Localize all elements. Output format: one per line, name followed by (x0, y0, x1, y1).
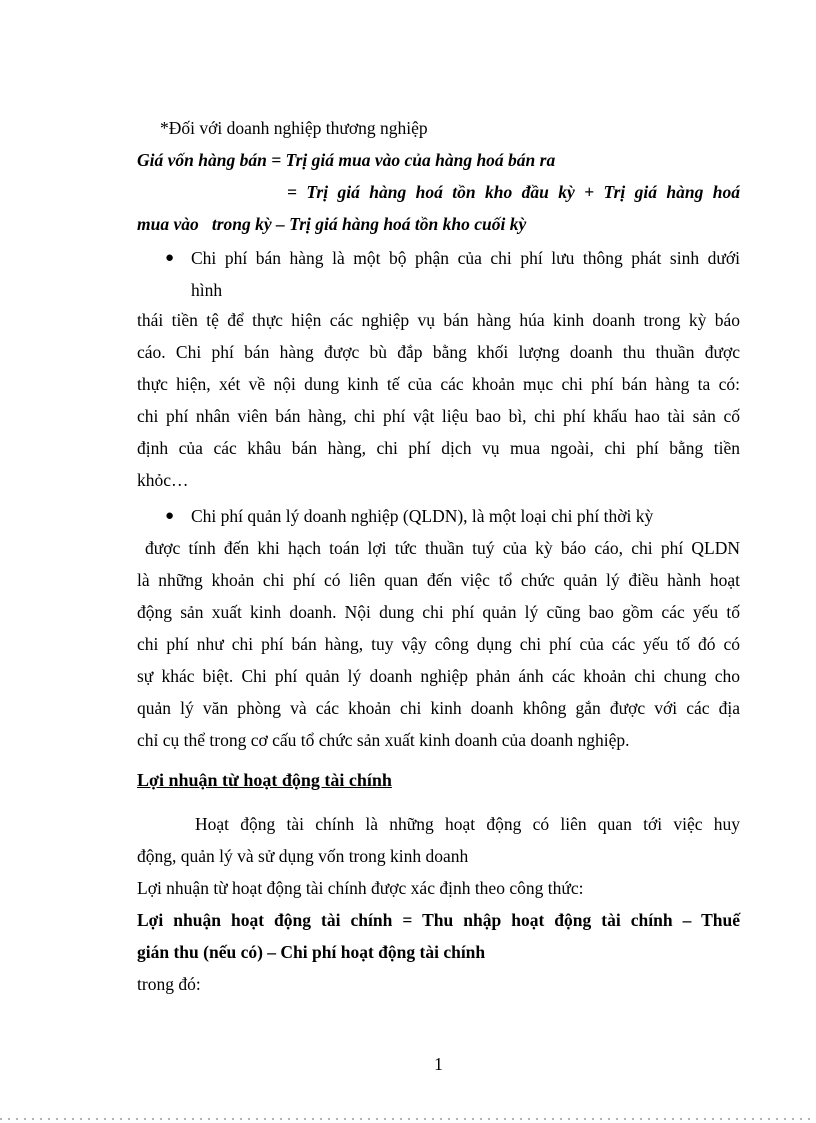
admin-cost-paragraph (137, 532, 740, 756)
admin-cost-paragraph-line-2: là những khoản chi phí có liên quan đến việc tổ chức quản lý điều hành hoạt (137, 570, 740, 590)
cogs-formula-line-2: = Trị giá hàng hoá tồn kho đầu kỳ + Trị giá hàng hoá (287, 182, 740, 202)
financial-profit-heading: Lợi nhuận từ hoạt động tài chính (137, 770, 392, 790)
admin-cost-paragraph-line-5: sự khác biệt. Chi phí quản lý doanh nghiệp phản ánh các khoản chi chung cho (137, 666, 740, 686)
cogs-formula (137, 144, 740, 240)
admin-cost-paragraph-line-7: chỉ cụ thể trong cơ cấu tổ chức sản xuất kinh doanh của doanh nghiệp. (137, 730, 630, 750)
selling-cost-paragraph-line-2: cáo. Chi phí bán hàng được bù đắp bằng khối lượng doanh thu thuần được (137, 342, 740, 362)
selling-cost-paragraph (137, 304, 740, 496)
financial-intro-line-2: động, quản lý và sử dụng vốn trong kinh doanh (137, 846, 469, 866)
selling-cost-bullet-line-2: hình (191, 280, 223, 300)
bullet-icon: ● (165, 250, 175, 266)
selling-cost-paragraph-line-5: định của các khâu bán hàng, chi phí dịch vụ mua ngoài, chi phí bằng tiền (137, 438, 740, 458)
admin-cost-bullet-line-1: Chi phí quản lý doanh nghiệp (QLDN), là một loại chi phí thời kỳ (191, 506, 654, 526)
bullet-icon: ● (165, 508, 175, 524)
page-edge-dotted-border (0, 1118, 816, 1120)
financial-profit-formula (137, 904, 740, 968)
intro-line: *Đối với doanh nghiệp thương nghiệp (160, 118, 428, 138)
admin-cost-paragraph-line-6: quản lý văn phòng và các khoản chi kinh doanh không gắn được với các địa (137, 698, 740, 718)
formula-intro-line: Lợi nhuận từ hoạt động tài chính được xác định theo công thức: (137, 878, 584, 898)
admin-cost-paragraph-line-1: được tính đến khi hạch toán lợi tức thuần tuý của kỳ báo cáo, chi phí QLDN (145, 538, 740, 558)
admin-cost-paragraph-line-3: động sản xuất kinh doanh. Nội dung chi phí quản lý cũng bao gồm các yếu tố (137, 602, 740, 622)
selling-cost-paragraph-line-1: thái tiền tệ để thực hiện các nghiệp vụ bán hàng húa kinh doanh trong kỳ báo (137, 310, 740, 330)
financial-intro-line-1: Hoạt động tài chính là những hoạt động có liên quan tới việc huy (195, 814, 740, 834)
selling-cost-paragraph-line-3: thực hiện, xét về nội dung kinh tế của các khoản mục chi phí bán hàng ta có: (137, 374, 740, 394)
cogs-formula-line-1: Giá vốn hàng bán = Trị giá mua vào của hàng hoá bán ra (137, 150, 556, 170)
selling-cost-paragraph-line-4: chi phí nhân viên bán hàng, chi phí vật liệu bao bì, chi phí khấu hao tài sản cố (137, 406, 740, 426)
selling-cost-bullet-item (137, 242, 740, 306)
selling-cost-bullet-line-1: Chi phí bán hàng là một bộ phận của chi phí lưu thông phát sinh dưới (191, 248, 740, 268)
financial-intro-paragraph (137, 808, 740, 872)
in-which-line: trong đó: (137, 974, 201, 994)
cogs-formula-line-3: mua vào trong kỳ – Trị giá hàng hoá tồn kho cuối kỳ (137, 214, 527, 234)
admin-cost-bullet-item (137, 500, 740, 532)
financial-profit-formula-line-1: Lợi nhuận hoạt động tài chính = Thu nhập hoạt động tài chính – Thuế (137, 910, 740, 930)
admin-cost-paragraph-line-4: chi phí như chi phí bán hàng, tuy vậy công dụng chi phí của các yếu tố đó có (137, 634, 740, 654)
selling-cost-paragraph-line-6: khỏc… (137, 470, 189, 490)
page-number: 1 (434, 1054, 443, 1074)
financial-profit-formula-line-2: gián thu (nếu có) – Chi phí hoạt động tài chính (137, 942, 486, 962)
